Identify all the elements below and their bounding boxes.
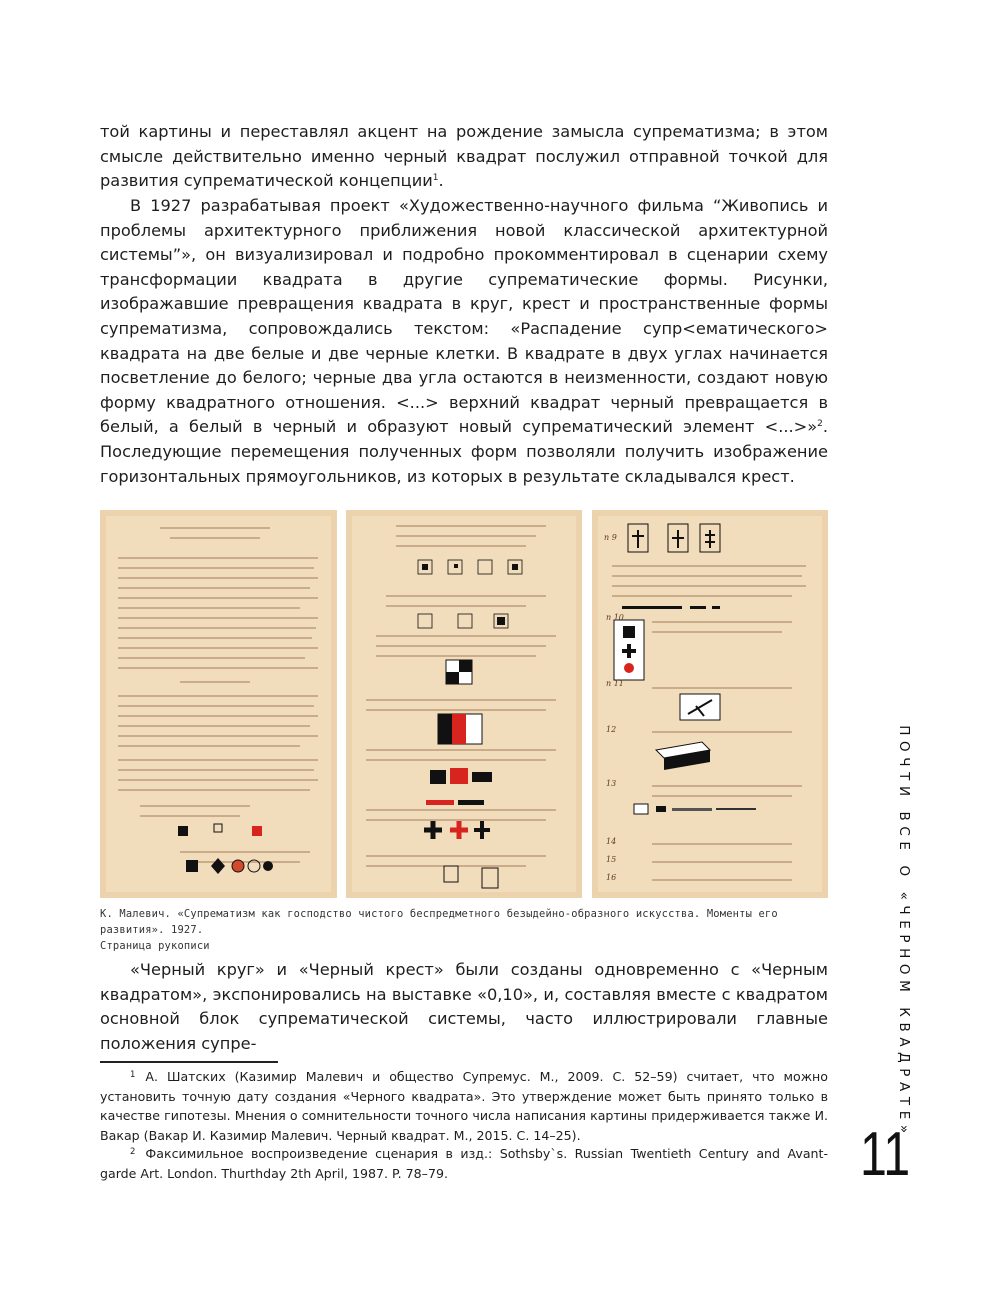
manuscript-page-2	[346, 510, 582, 898]
manuscript-label: 13	[606, 779, 617, 788]
manuscript-label: 15	[606, 855, 617, 864]
page-number: 11	[860, 1120, 911, 1189]
manuscript-label: 16	[606, 873, 617, 882]
manuscript-page-1	[100, 510, 337, 898]
manuscript-label: 14	[606, 837, 617, 846]
manuscript-page-3	[592, 510, 828, 898]
figure-caption: К. Малевич. «Супрематизм как господство чистого беспредметного безыдейно-образного искусства. Моменты его развития». 1927. Страница рукописи	[100, 908, 778, 952]
paragraph-1: той картины и переставлял акцент на рождение замысла супрематизма; в этом смысле действительно именно черный квадрат послужил отправной точкой для развития супрематической концепции$^1$.	[100, 122, 828, 191]
manuscript-label: n 9	[604, 533, 617, 542]
footnote-1: $^1$ А. Шатских (Казимир Малевич и общество Супремус. М., 2009. С. 52–59) считает, что можно установить точную дату создания «Черного квадрата». Это утверждение может быть принято только в качестве гипотезы. Мнения о сомнительности точного числа написания картины придерживается также И. Вакар (Вакар И. Казимир Малевич. Черный квадрат. М., 2015. С. 14–25).	[100, 1069, 828, 1143]
footnote-ref-1[interactable]: 1	[432, 173, 439, 184]
manuscript-label: n 11	[606, 679, 624, 688]
footnote-rule	[100, 1061, 278, 1063]
footnote-ref-2[interactable]: 2	[817, 419, 823, 430]
paragraph-2: В 1927 разрабатывая проект «Художественно-научного фильма “Живопись и проблемы архитектурного приближения новой классической архитектурной системы”», он визуализировал и подробно прокомментировал в сценарии схему трансформации квадрата в другие супрематические формы. Рисунки, изображавшие превращения квадрата в круг, крест и пространственные формы супрематизма, сопровождались текстом: «Распадение супр<ематического> квадрата на две белые и две черные клетки. В квадрате в двух углах начинается посветление до белого; черные два угла остаются в неизменности, создают новую форму квадратного отношения. <...> верхний квадрат черный превращается в белый, а белый в черный и образуют новый супрематический элемент <...>»$^2$. Последующие перемещения полученных форм позволяли получить изображение горизонтальных прямоугольников, из которых в результате складывался крест.	[100, 196, 828, 486]
manuscript-label: 12	[606, 725, 617, 734]
running-title: ПОЧТИ ВСЕ О «ЧЕРНОМ КВАДРАТЕ»	[896, 725, 912, 1139]
manuscript-label: n 10	[606, 613, 624, 622]
paragraph-3: «Черный круг» и «Черный крест» были созданы одновременно с «Черным квадратом», экспонировались на выставке «0,10», и, составляя вместе с квадратом основной блок супрематической системы, часто иллюстрировали главные положения супре-	[100, 960, 828, 1053]
footnote-2: $^2$ Факсимильное воспроизведение сценария в изд.: Sothsby`s. Russian Twentieth Century and Avant-garde Art. London. Thurthday 2th April, 1987. P. 78–79.	[100, 1146, 828, 1181]
